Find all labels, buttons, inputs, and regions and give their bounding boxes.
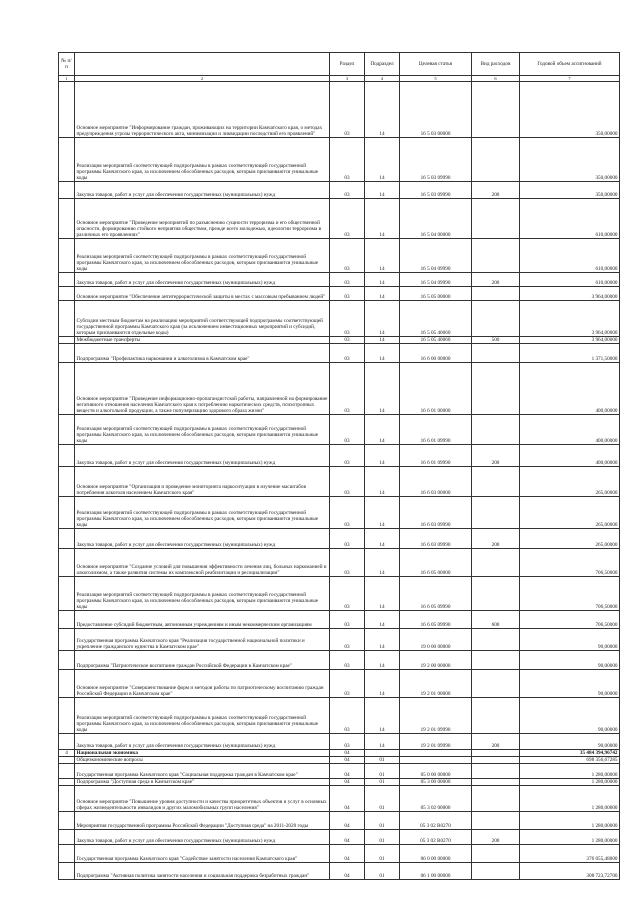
expense-type <box>472 750 520 757</box>
row-number <box>59 182 75 199</box>
section-code: 03 <box>330 287 365 301</box>
table-row <box>59 344 620 363</box>
target-article: 16 5 04 09990 <box>400 239 472 273</box>
target-article: 16 5 03 09990 <box>400 138 472 182</box>
row-number <box>59 651 75 670</box>
row-number <box>59 734 75 750</box>
row-number: 4 <box>59 750 75 757</box>
row-number <box>59 812 75 830</box>
row-number <box>59 863 75 880</box>
subsection-code: 14 <box>365 529 400 549</box>
section-code: 03 <box>330 239 365 273</box>
section-code: 04 <box>330 863 365 880</box>
table-row <box>59 182 620 199</box>
target-article: 16 5 03 09990 <box>400 182 472 199</box>
subsection-code: 01 <box>365 863 400 880</box>
row-number <box>59 629 75 651</box>
annual-amount: 1 280,00000 <box>520 779 620 786</box>
expense-type <box>472 812 520 830</box>
header-target: Целевая статья <box>400 53 472 76</box>
row-number <box>59 363 75 415</box>
subsection-code: 01 <box>365 757 400 764</box>
section-code: 03 <box>330 301 365 337</box>
target-article: 16 6 01 09990 <box>400 415 472 445</box>
target-article: 16 5 03 00000 <box>400 82 472 138</box>
subsection-code: 01 <box>365 764 400 779</box>
annual-amount: 3 964,00000 <box>520 287 620 301</box>
section-code: 04 <box>330 750 365 757</box>
section-code: 04 <box>330 757 365 764</box>
target-article: 16 6 03 09990 <box>400 529 472 549</box>
expense-name: Реализация мероприятий соответствующей подпрограммы в рамках соответствующей государственной программы Камчатского края, за исключением обособленных расходов, которым присваиваются уникальные коды <box>75 698 330 734</box>
table-row <box>59 812 620 830</box>
target-article: 16 5 05 40060 <box>400 301 472 337</box>
row-number <box>59 199 75 239</box>
row-number <box>59 445 75 467</box>
row-number <box>59 529 75 549</box>
table-row <box>59 757 620 764</box>
subsection-code: 14 <box>365 549 400 577</box>
section-code: 03 <box>330 629 365 651</box>
row-number <box>59 764 75 779</box>
annual-amount: 3 964,00000 <box>520 337 620 344</box>
expense-type: 200 <box>472 734 520 750</box>
annual-amount: 265,00000 <box>520 497 620 529</box>
table-row <box>59 445 620 467</box>
subsection-code: 14 <box>365 82 400 138</box>
expense-type <box>472 363 520 415</box>
table-row <box>59 698 620 734</box>
expense-name: Закупка товаров, работ и услуг для обеспечения государственных (муниципальных) нужд <box>75 273 330 287</box>
table-row <box>59 611 620 629</box>
row-number <box>59 301 75 337</box>
table-row <box>59 549 620 577</box>
row-number <box>59 287 75 301</box>
target-article: 16 6 03 09990 <box>400 497 472 529</box>
annual-amount: 400,00000 <box>520 363 620 415</box>
table-row <box>59 670 620 698</box>
expense-type <box>472 779 520 786</box>
subsection-code: 14 <box>365 344 400 363</box>
expense-name: Субсидии местным бюджетам на реализацию мероприятий соответствующей подпрограммы соответствующей государственной программы Камчатского края (за исключением инвестиционных мероприятий и субсидий, которым присваиваются отдельные коды) <box>75 301 330 337</box>
target-article: 05 3 02 R0270 <box>400 830 472 845</box>
expense-name: Подпрограмма "Доступная среда в Камчатском крае" <box>75 779 330 786</box>
expense-type <box>472 82 520 138</box>
expense-type: 500 <box>472 337 520 344</box>
expense-name: Основное мероприятие "Информирование граждан, проживающих на территории Камчатского края, о методах предупреждения угрозы террористического акта, минимизации и ликвидации последствий его проявлений" <box>75 82 330 138</box>
expense-type <box>472 344 520 363</box>
expense-name: Основное мероприятие "Организация и проведение мониторинга наркоситуации в изучение масштабов потребления алкоголя населением Камчатского края" <box>75 467 330 497</box>
subsection-code: 14 <box>365 497 400 529</box>
expense-name: Межбюджетные трансферты <box>75 337 330 344</box>
annual-amount: 400,00000 <box>520 445 620 467</box>
table-row <box>59 629 620 651</box>
row-number <box>59 577 75 611</box>
expense-name: Закупка товаров, работ и услуг для обеспечения государственных (муниципальных) нужд <box>75 830 330 845</box>
annual-amount: 350,00000 <box>520 138 620 182</box>
row-number <box>59 830 75 845</box>
expense-type <box>472 467 520 497</box>
section-code: 03 <box>330 344 365 363</box>
annual-amount: 706,50000 <box>520 549 620 577</box>
section-code: 03 <box>330 199 365 239</box>
subsection-code: 14 <box>365 651 400 670</box>
section-code: 03 <box>330 577 365 611</box>
table-row <box>59 764 620 779</box>
subsection-code: 14 <box>365 670 400 698</box>
annual-amount: 90,00000 <box>520 651 620 670</box>
expense-type <box>472 786 520 812</box>
column-index: 6 <box>472 76 520 82</box>
header-section: Раздел <box>330 53 365 76</box>
expense-name: Основное мероприятие "Создание условий для повышения эффективности лечения лиц, больных наркоманией и алкоголизмом, а также развития системы их комплексной реабилитации и ресоциализации" <box>75 549 330 577</box>
expense-type <box>472 670 520 698</box>
expense-name: Основное мероприятие "Проведение информационно-пропагандистской работы, направленной на формирование негативного отношения населения Камчатского края к потреблению наркотических средств, психотропных веществ и алкогольной продукции, а также популяризацию здорового образа жизни" <box>75 363 330 415</box>
expense-type <box>472 698 520 734</box>
column-index: 2 <box>75 76 330 82</box>
expense-name: Государственная программа Камчатского края "Социальная поддержка граждан в Камчатском крае" <box>75 764 330 779</box>
budget-table <box>58 52 620 880</box>
expense-type: 200 <box>472 273 520 287</box>
row-number <box>59 337 75 344</box>
row-number <box>59 786 75 812</box>
target-article: 05 3 02 00000 <box>400 786 472 812</box>
row-number <box>59 549 75 577</box>
header-row <box>59 53 620 76</box>
row-number <box>59 239 75 273</box>
annual-amount: 1 280,00000 <box>520 830 620 845</box>
row-number <box>59 779 75 786</box>
target-article: 16 6 01 00000 <box>400 363 472 415</box>
target-article <box>400 750 472 757</box>
row-number <box>59 698 75 734</box>
target-article <box>400 757 472 764</box>
subsection-code: 01 <box>365 779 400 786</box>
header-amount: Годовой объем ассигнований <box>520 53 620 76</box>
table-row <box>59 301 620 337</box>
annual-amount: 376 055,48000 <box>520 845 620 863</box>
annual-amount: 610,00000 <box>520 199 620 239</box>
expense-name: Закупка товаров, работ и услуг для обеспечения государственных (муниципальных) нужд <box>75 734 330 750</box>
section-code: 03 <box>330 670 365 698</box>
annual-amount: 35 484 394,96742 <box>520 750 620 757</box>
expense-type <box>472 629 520 651</box>
section-code: 04 <box>330 779 365 786</box>
expense-name: Государственная программа Камчатского края "Реализация государственной национальной политики и укрепление гражданского единства в Камчатском крае" <box>75 629 330 651</box>
annual-amount: 350,00000 <box>520 182 620 199</box>
annual-amount: 265,00000 <box>520 467 620 497</box>
expense-type <box>472 549 520 577</box>
annual-amount: 90,00000 <box>520 734 620 750</box>
table-row <box>59 138 620 182</box>
target-article: 19 2 01 09990 <box>400 698 472 734</box>
expense-name: Предоставление субсидий бюджетным, автономным учреждениям и иным некоммерческим организациям <box>75 611 330 629</box>
annual-amount: 610,00000 <box>520 273 620 287</box>
table-row <box>59 415 620 445</box>
table-row <box>59 779 620 786</box>
table-row <box>59 82 620 138</box>
section-code: 03 <box>330 497 365 529</box>
expense-type <box>472 651 520 670</box>
subsection-code: 14 <box>365 182 400 199</box>
annual-amount: 698 356,67285 <box>520 757 620 764</box>
expense-type <box>472 577 520 611</box>
expense-type <box>472 287 520 301</box>
subsection-code: 14 <box>365 467 400 497</box>
table-row <box>59 863 620 880</box>
expense-name: Основное мероприятие "Обеспечение антитеррористической защиты в местах с массовым пребыванием людей" <box>75 287 330 301</box>
annual-amount: 3 964,00000 <box>520 301 620 337</box>
target-article: 06 0 00 00000 <box>400 845 472 863</box>
annual-amount: 610,00000 <box>520 239 620 273</box>
table-row <box>59 845 620 863</box>
target-article: 16 6 00 00000 <box>400 344 472 363</box>
section-code: 03 <box>330 337 365 344</box>
column-index: 7 <box>520 76 620 82</box>
column-index: 1 <box>59 76 75 82</box>
row-number <box>59 497 75 529</box>
target-article: 05 3 02 R0270 <box>400 812 472 830</box>
section-code: 04 <box>330 830 365 845</box>
header-num: № п/п <box>59 53 75 76</box>
expense-name: Реализация мероприятий соответствующей подпрограммы в рамках соответствующей государственной программы Камчатского края, за исключением обособленных расходов, которым присваиваются уникальные коды <box>75 415 330 445</box>
subsection-code: 14 <box>365 239 400 273</box>
target-article: 19 0 00 00000 <box>400 629 472 651</box>
table-row <box>59 651 620 670</box>
column-index: 4 <box>365 76 400 82</box>
expense-name: Подпрограмма "Активная политика занятости населения и социальная поддержка безработных граждан" <box>75 863 330 880</box>
expense-type <box>472 415 520 445</box>
column-index: 5 <box>400 76 472 82</box>
row-number <box>59 611 75 629</box>
section-code: 03 <box>330 182 365 199</box>
expense-name: Общеэкономические вопросы <box>75 757 330 764</box>
subsection-code: 14 <box>365 287 400 301</box>
subsection-code: 14 <box>365 363 400 415</box>
section-code: 03 <box>330 445 365 467</box>
expense-type <box>472 301 520 337</box>
column-index: 3 <box>330 76 365 82</box>
expense-type: 200 <box>472 529 520 549</box>
expense-type: 600 <box>472 611 520 629</box>
expense-type: 200 <box>472 182 520 199</box>
expense-type <box>472 764 520 779</box>
section-code: 03 <box>330 363 365 415</box>
table-row <box>59 467 620 497</box>
section-code: 03 <box>330 698 365 734</box>
subsection-code: 14 <box>365 734 400 750</box>
subsection-code: 14 <box>365 611 400 629</box>
target-article: 16 5 05 00000 <box>400 287 472 301</box>
target-article: 16 5 04 00000 <box>400 199 472 239</box>
header-exptype: Вид расходов <box>472 53 520 76</box>
expense-type <box>472 199 520 239</box>
expense-type <box>472 863 520 880</box>
subsection-code: 14 <box>365 445 400 467</box>
table-row <box>59 273 620 287</box>
subsection-code: 01 <box>365 786 400 812</box>
expense-name: Закупка товаров, работ и услуг для обеспечения государственных (муниципальных) нужд <box>75 529 330 549</box>
table-row <box>59 337 620 344</box>
subsection-code: 14 <box>365 577 400 611</box>
table-row <box>59 497 620 529</box>
annual-amount: 265,00000 <box>520 529 620 549</box>
expense-type: 200 <box>472 445 520 467</box>
table-row <box>59 363 620 415</box>
section-code: 03 <box>330 273 365 287</box>
expense-name: Реализация мероприятий соответствующей подпрограммы в рамках соответствующей государственной программы Камчатского края, за исключением обособленных расходов, которым присваиваются уникальные коды <box>75 239 330 273</box>
expense-name: Мероприятия государственной программы Российской Федерации "Доступная среда" на 2011-2020 годы <box>75 812 330 830</box>
expense-type <box>472 757 520 764</box>
table-row <box>59 750 620 757</box>
target-article: 19 2 01 00000 <box>400 670 472 698</box>
row-number <box>59 845 75 863</box>
subsection-code: 14 <box>365 138 400 182</box>
expense-name: Подпрограмма "Профилактика наркомании и алкоголизма в Камчатском крае" <box>75 344 330 363</box>
row-number <box>59 467 75 497</box>
row-number <box>59 757 75 764</box>
subsection-code <box>365 750 400 757</box>
subsection-code: 14 <box>365 629 400 651</box>
expense-type <box>472 138 520 182</box>
annual-amount: 1 280,00000 <box>520 812 620 830</box>
expense-name: Закупка товаров, работ и услуг для обеспечения государственных (муниципальных) нужд <box>75 445 330 467</box>
header-subsection: Подраздел <box>365 53 400 76</box>
target-article: 16 6 05 09990 <box>400 611 472 629</box>
target-article: 05 3 00 00000 <box>400 779 472 786</box>
section-code: 03 <box>330 467 365 497</box>
subsection-code: 01 <box>365 845 400 863</box>
annual-amount: 90,00000 <box>520 629 620 651</box>
annual-amount: 1 371,50000 <box>520 344 620 363</box>
annual-amount: 706,50000 <box>520 611 620 629</box>
section-code: 04 <box>330 786 365 812</box>
table-row <box>59 239 620 273</box>
subsection-code: 14 <box>365 415 400 445</box>
expense-type: 200 <box>472 830 520 845</box>
target-article: 05 0 00 00000 <box>400 764 472 779</box>
section-code: 03 <box>330 415 365 445</box>
section-code: 04 <box>330 845 365 863</box>
expense-type <box>472 845 520 863</box>
target-article: 16 6 03 00000 <box>400 467 472 497</box>
annual-amount: 1 280,00000 <box>520 764 620 779</box>
row-number <box>59 670 75 698</box>
section-code: 03 <box>330 611 365 629</box>
expense-name: Основное мероприятие "Повышение уровня доступности и качества приоритетных объектов и услуг в основных сферах жизнедеятельности инвалидов и других маломобильных групп населения" <box>75 786 330 812</box>
annual-amount: 400,00000 <box>520 415 620 445</box>
subsection-code: 14 <box>365 273 400 287</box>
row-number <box>59 415 75 445</box>
table-row <box>59 786 620 812</box>
expense-name: Реализация мероприятий соответствующей подпрограммы в рамках соответствующей государственной программы Камчатского края, за исключением обособленных расходов, которым присваиваются уникальные коды <box>75 138 330 182</box>
target-article: 16 5 05 40060 <box>400 337 472 344</box>
annual-amount: 90,00000 <box>520 670 620 698</box>
annual-amount: 706,50000 <box>520 577 620 611</box>
expense-name: Национальная экономика <box>75 750 330 757</box>
subsection-code: 01 <box>365 830 400 845</box>
table-body <box>59 82 620 880</box>
target-article: 16 6 05 09990 <box>400 577 472 611</box>
table-row <box>59 287 620 301</box>
subsection-code: 14 <box>365 337 400 344</box>
section-code: 03 <box>330 651 365 670</box>
annual-amount: 1 280,00000 <box>520 786 620 812</box>
expense-type <box>472 497 520 529</box>
section-code: 03 <box>330 549 365 577</box>
table-row <box>59 830 620 845</box>
section-code: 03 <box>330 138 365 182</box>
table-row <box>59 529 620 549</box>
expense-name: Основное мероприятие "Совершенствование форм и методов работы по патриотическому воспитанию граждан Российской Федерации в Камчатском крае" <box>75 670 330 698</box>
annual-amount: 90,00000 <box>520 698 620 734</box>
table-row <box>59 734 620 750</box>
row-number <box>59 344 75 363</box>
subsection-code: 14 <box>365 698 400 734</box>
section-code: 04 <box>330 812 365 830</box>
target-article: 16 6 05 00000 <box>400 549 472 577</box>
table-row <box>59 577 620 611</box>
expense-type <box>472 239 520 273</box>
target-article: 16 6 01 09990 <box>400 445 472 467</box>
target-article: 06 1 00 00000 <box>400 863 472 880</box>
row-number <box>59 273 75 287</box>
expense-name: Подпрограмма "Патриотическое воспитание граждан Российской Федерации в Камчатском крае" <box>75 651 330 670</box>
section-code: 03 <box>330 529 365 549</box>
target-article: 19 2 00 00000 <box>400 651 472 670</box>
section-code: 04 <box>330 764 365 779</box>
annual-amount: 350,00000 <box>520 82 620 138</box>
annual-amount: 308 723,72700 <box>520 863 620 880</box>
subsection-code: 01 <box>365 812 400 830</box>
target-article: 19 2 01 09990 <box>400 734 472 750</box>
section-code: 03 <box>330 82 365 138</box>
table-row <box>59 199 620 239</box>
section-code: 03 <box>330 734 365 750</box>
expense-name: Реализация мероприятий соответствующей подпрограммы в рамках соответствующей государственной программы Камчатского края, за исключением обособленных расходов, которым присваиваются уникальные коды <box>75 497 330 529</box>
expense-name: Основное мероприятие "Проведение мероприятий по разъяснению сущности терроризма и его общественной опасности, формированию стойкого неприятия обществом, прежде всего молодежью, идеологии терроризма в различных его проявлениях" <box>75 199 330 239</box>
row-number <box>59 138 75 182</box>
row-number <box>59 82 75 138</box>
header-name <box>75 53 330 76</box>
subsection-code: 14 <box>365 199 400 239</box>
expense-name: Реализация мероприятий соответствующей подпрограммы в рамках соответствующей государственной программы Камчатского края, за исключением обособленных расходов, которым присваиваются уникальные коды <box>75 577 330 611</box>
expense-name: Государственная программа Камчатского края "Содействие занятости населения Камчатского края" <box>75 845 330 863</box>
subsection-code: 14 <box>365 301 400 337</box>
target-article: 16 5 04 09990 <box>400 273 472 287</box>
expense-name: Закупка товаров, работ и услуг для обеспечения государственных (муниципальных) нужд <box>75 182 330 199</box>
